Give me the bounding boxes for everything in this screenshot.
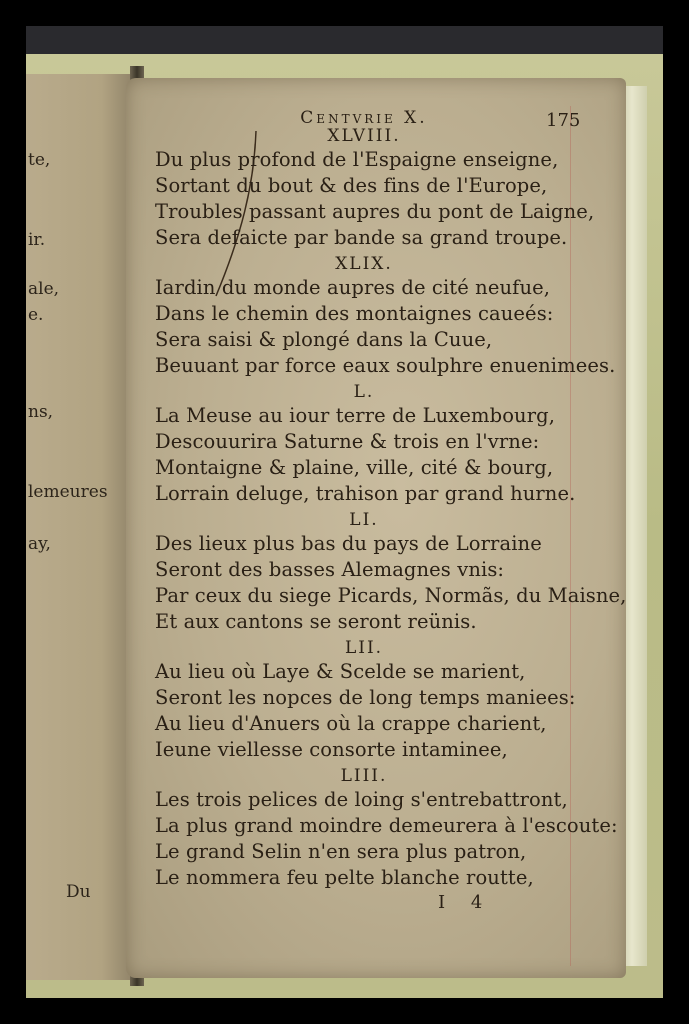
verse-line: Le nommera feu pelte blanche routte, (155, 866, 534, 889)
left-fragment: ale, (28, 279, 60, 299)
verse-line: La plus grand moindre demeurera à l'escoute: (155, 814, 618, 837)
left-fragment: ns, (28, 402, 54, 422)
verse-line: Et aux cantons se seront reünis. (155, 610, 477, 633)
verse-line: Le grand Selin n'en sera plus patron, (155, 840, 527, 863)
left-page (26, 74, 134, 980)
verse-line: Descouurira Saturne & trois en l'vrne: (155, 430, 540, 453)
signature-mark: I 4 (438, 892, 493, 913)
verse-line: Seront les nopces de long temps maniees: (155, 686, 576, 709)
left-fragment: ir. (28, 230, 46, 250)
quatrain-numeral: XLIX. (335, 254, 393, 274)
verse-line: Troubles passant aupres du pont de Laigne, (155, 200, 595, 223)
quatrain-numeral: LII. (344, 638, 384, 658)
verse-line: Sera saisi & plongé dans la Cuue, (155, 328, 493, 351)
verse-line: Seront des basses Alemagnes vnis: (155, 558, 505, 581)
verse-line: Les trois pelices de loing s'entrebattront, (155, 788, 568, 811)
verse-line: Montaigne & plaine, ville, cité & bourg, (155, 456, 554, 479)
verse-line: Sera defaicte par bande sa grand troupe. (155, 226, 568, 249)
running-head: Centvrie X. (300, 108, 428, 128)
left-fragment: lemeures (28, 482, 108, 502)
verse-line: Sortant du bout & des fins de l'Europe, (155, 174, 548, 197)
quatrain-numeral: XLVIII. (327, 126, 401, 146)
verse-line: Des lieux plus bas du pays de Lorraine (155, 532, 542, 555)
quatrain-numeral: LIII. (340, 766, 388, 786)
verse-line: Ieune viellesse consorte intaminee, (155, 738, 508, 761)
left-fragment: te, (28, 150, 51, 170)
left-fragment: e. (28, 305, 44, 325)
quatrain-numeral: L. (353, 382, 375, 402)
verse-line: Au lieu où Laye & Scelde se marient, (155, 660, 526, 683)
left-catchword: Du (66, 882, 91, 902)
page-number: 175 (546, 110, 581, 131)
book-scan (26, 26, 663, 998)
verse-line: Lorrain deluge, trahison par grand hurne. (155, 482, 576, 505)
verse-line: Par ceux du siege Picards, Normãs, du Maisne, (155, 584, 627, 607)
verse-line: Iardin du monde aupres de cité neufue, (155, 276, 551, 299)
verse-line: Beuuant par force eaux soulphre enuenimees. (155, 354, 616, 377)
verse-line: Au lieu d'Anuers où la crappe charient, (155, 712, 547, 735)
verse-line: Du plus profond de l'Espaigne enseigne, (155, 148, 559, 171)
verse-line: Dans le chemin des montaignes caueés: (155, 302, 554, 325)
margin-rule (570, 106, 571, 966)
verse-line: La Meuse au iour terre de Luxembourg, (155, 404, 556, 427)
quatrain-numeral: LI. (349, 510, 379, 530)
left-fragment: ay, (28, 534, 51, 554)
